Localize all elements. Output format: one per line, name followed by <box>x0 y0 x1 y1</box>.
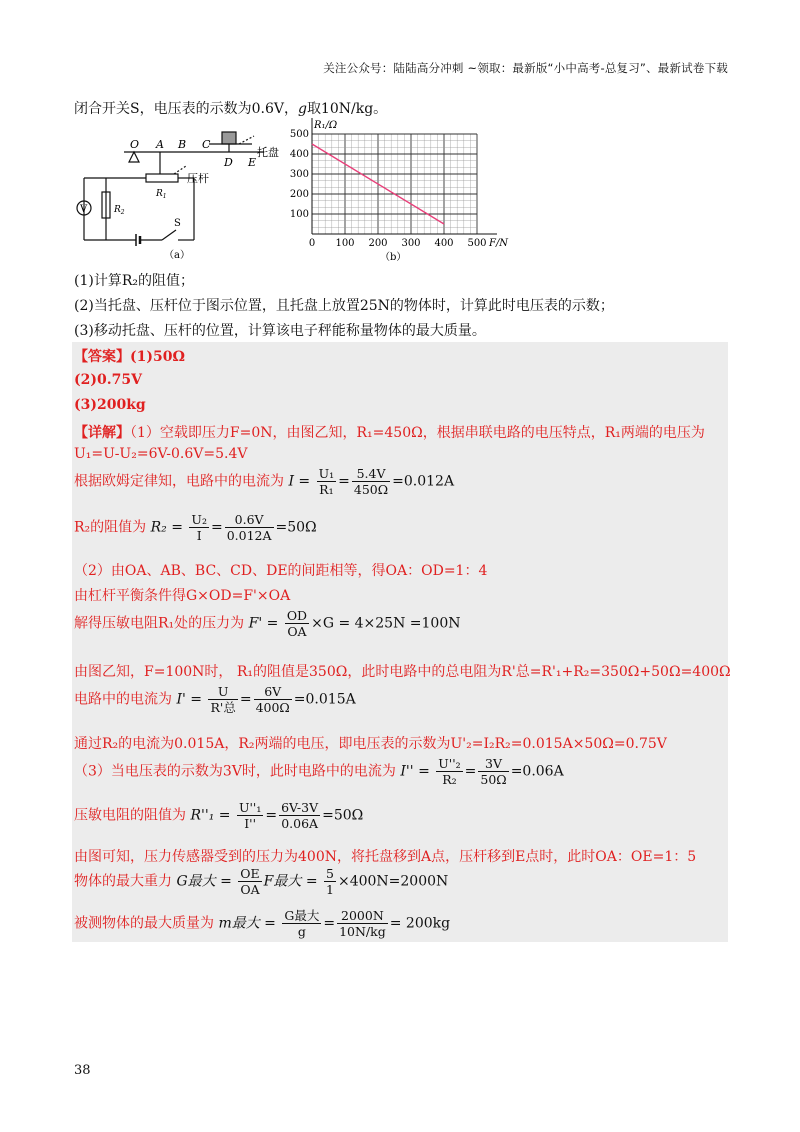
detail-l2: U₁=U-U₂=6V-0.6V=5.4V <box>74 446 248 462</box>
y-tick-label: 400 <box>289 149 309 160</box>
question-1: (1)计算R₂的阻值； <box>74 273 194 289</box>
eq-lhs: I = <box>288 473 315 490</box>
detail-l3-pre: 根据欧姆定律知，电路中的电流为 <box>74 473 284 490</box>
detail-l7-pre: 解得压敏电阻R₁处的压力为 <box>74 615 245 632</box>
switch-label: S <box>174 218 181 229</box>
detail-l7 <box>74 608 461 639</box>
eq-den1: OA <box>287 624 307 639</box>
answer-1: (1)50Ω <box>130 349 185 365</box>
eq-den2: 400Ω <box>255 700 290 715</box>
point-a: A <box>156 138 164 151</box>
chart-caption: （b） <box>380 252 407 263</box>
eq-lhs: G最大 = <box>176 873 237 890</box>
eq-result: ×G = 4×25N =100N <box>311 615 461 632</box>
weight-block <box>222 132 236 144</box>
figure-a-caption: （a） <box>164 250 190 261</box>
eq-lhs: R''₁ = <box>190 807 235 824</box>
eq-lhs: F' = <box>248 615 283 632</box>
equation-max-mass: m最大 = $\frac{\text{G最大}}{g}$ = $\frac{2000N}{10N/kg}$ = 200kg <box>218 908 451 939</box>
detail-l11 <box>74 756 564 787</box>
detail-l11-pre: （3）当电压表的示数为3V时，此时电路中的电流为 <box>74 763 396 780</box>
detail-l6: 由杠杆平衡条件得G×OD=F'×OA <box>74 588 291 604</box>
answer-2: (2)0.75V <box>74 372 142 388</box>
equation-current-3: I'' = $\frac{\text{U''₂}}{\text{R₂}}$ = $\frac{3V}{50\Omega}$ =0.06A <box>400 756 564 787</box>
eq-num2: 2000N <box>337 908 388 924</box>
eq-result: ×400N=2000N <box>337 873 449 890</box>
eq-mid: F最大 = <box>263 873 323 890</box>
eq-num1: U₂ <box>191 512 207 527</box>
detail-l9 <box>74 684 356 715</box>
eq-num2: 5.4V <box>352 466 390 482</box>
detail-l15 <box>74 908 450 939</box>
eq-den2: 0.06A <box>281 816 319 831</box>
detail-l8: 由图乙知，F=100N时， R₁的阻值是350Ω，此时电路中的总电阻为R'总=R'₁+R₂=350Ω+50Ω=400Ω <box>74 664 731 680</box>
question-3: (3)移动托盘、压杆的位置，计算该电子秤能称量物体的最大质量。 <box>74 323 486 339</box>
intro-text-b: 取10N/kg。 <box>306 101 388 117</box>
detail-l1: （1）空载即压力F=0N，由图乙知，R₁=450Ω，根据串联电路的电压特点，R₁两端的电压为 <box>130 425 705 441</box>
detail-l5: （2）由OA、AB、BC、CD、DE的间距相等，得OA：OD=1：4 <box>74 563 488 579</box>
eq-result: =50Ω <box>322 807 364 824</box>
x-tick-label: 400 <box>434 238 454 249</box>
y-tick-label: 100 <box>289 209 309 220</box>
detail-l15-pre: 被测物体的最大质量为 <box>74 915 214 932</box>
detail-l12 <box>74 800 363 831</box>
answer-title: 【答案】 <box>74 349 130 365</box>
eq-num1: G最大 <box>284 908 320 923</box>
eq-num1: OD <box>286 608 308 623</box>
eq-den1: I'' <box>244 816 257 831</box>
eq-den1: R₂ <box>442 772 457 787</box>
eq-den2: 50Ω <box>480 772 507 787</box>
eq-lhs: I'' = <box>400 763 435 780</box>
x-tick-label: 0 <box>308 238 316 249</box>
eq-den2: 0.012A <box>226 528 272 543</box>
eq-num1: U <box>208 684 237 700</box>
chart-xlabel: F/N <box>489 238 509 249</box>
eq-num2: 3V <box>478 756 508 772</box>
eq-result: =0.012A <box>392 473 455 490</box>
answer-line-1 <box>74 346 185 366</box>
tray-label: 托盘 <box>257 146 279 159</box>
eq-den1: R₁ <box>319 482 334 497</box>
equation-current: I = $\frac{\text{U₁}}{\text{R₁}}$ = $\frac{5.4V}{450\Omega}$ =0.012A <box>288 466 455 497</box>
intro-g: g <box>297 101 307 117</box>
circuit-figure <box>74 122 294 262</box>
eq-lhs: I' = <box>176 691 207 708</box>
r1-label: $R_1$ <box>156 189 167 200</box>
chart-ylabel: R₁/Ω <box>314 120 338 131</box>
answer-3: (3)200kg <box>74 397 146 413</box>
eq-result: =0.06A <box>510 763 564 780</box>
eq-lhs: R₂ = <box>150 519 188 536</box>
equation-max-weight <box>176 866 448 897</box>
equation-current-2: I' = $\frac{U}{\text{R'总}}$ = $\frac{6V}{400\Omega}$ =0.015A <box>176 684 356 715</box>
x-tick-label: 100 <box>335 238 355 249</box>
point-c: C <box>202 138 211 151</box>
x-tick-label: 200 <box>368 238 388 249</box>
point-e: E <box>248 156 257 169</box>
lever-label: 压杆 <box>187 172 209 185</box>
y-tick-label: 200 <box>289 189 309 200</box>
intro-text-a: 闭合开关S，电压表的示数为0.6V， <box>74 101 298 117</box>
eq-den2: 1 <box>326 882 334 897</box>
point-o: O <box>130 138 140 151</box>
r2-label: $R_2$ <box>114 205 125 216</box>
eq-result: =0.015A <box>293 691 356 708</box>
chart-grid <box>312 134 477 234</box>
r1-resistor <box>146 174 178 182</box>
point-b: B <box>178 138 187 151</box>
equation-force <box>249 608 461 639</box>
eq-num1: U₁ <box>318 466 335 481</box>
eq-result: = 200kg <box>389 915 451 932</box>
eq-den1: R'总 <box>210 700 236 715</box>
eq-den2: 10N/kg <box>339 924 386 939</box>
page-header: 关注公众号：陆陆高分冲刺 ~领取：最新版“小中高考-总复习”、最新试卷下载 <box>323 61 728 75</box>
pivot-o <box>129 152 139 162</box>
x-tick-label: 300 <box>401 238 421 249</box>
equation-resistance: R''₁ = $\frac{\text{U''₁}}{I''}$ = $\frac{6V-3V}{0.06A}$ =50Ω <box>190 800 364 831</box>
intro-line <box>74 98 387 118</box>
eq-den1: I <box>196 528 202 543</box>
detail-l4 <box>74 512 317 543</box>
y-tick-label: 500 <box>289 129 309 140</box>
question-2: (2)当托盘、压杆位于图示位置，且托盘上放置25N的物体时，计算此时电压表的示数； <box>74 298 614 314</box>
eq-num2: 6V <box>254 684 292 700</box>
detail-title: 【详解】 <box>74 425 130 441</box>
detail-l9-pre: 电路中的电流为 <box>74 691 172 708</box>
detail-l10: 通过R₂的电流为0.015A，R₂两端的电压，即电压表的示数为U'₂=I₂R₂=0.015A×50Ω=0.75V <box>74 736 667 752</box>
detail-l4-pre: R₂的阻值为 <box>74 519 147 536</box>
eq-lhs: m最大 = <box>218 915 281 932</box>
detail-line-1 <box>74 422 705 442</box>
eq-num2: 0.6V <box>225 512 274 528</box>
eq-num2: 5 <box>326 866 334 881</box>
detail-l14 <box>74 866 448 897</box>
detail-l3 <box>74 466 454 497</box>
voltmeter-label: V <box>80 204 88 215</box>
detail-l13: 由图可知，压力传感器受到的压力为400N，将托盘移到A点，压杆移到E点时，此时OA：OE=1：5 <box>74 849 697 865</box>
eq-den1: OA <box>240 882 260 897</box>
eq-num1: U''₁ <box>238 800 262 815</box>
x-tick-label: 500 <box>467 238 487 249</box>
resistance-force-chart <box>289 116 540 263</box>
equation-r2: R₂ = $\frac{\text{U₂}}{I}$ = $\frac{0.6V}{0.012A}$ =50Ω <box>150 512 317 543</box>
eq-num2: 6V-3V <box>281 800 319 815</box>
eq-den1: g <box>297 924 306 939</box>
point-d: D <box>224 156 233 169</box>
y-tick-label: 300 <box>289 169 309 180</box>
detail-l12-pre: 压敏电阻的阻值为 <box>74 807 186 824</box>
eq-den2: 450Ω <box>353 482 389 497</box>
eq-num1: OE <box>240 866 260 881</box>
detail-l14-pre: 物体的最大重力 <box>74 873 172 890</box>
eq-num1: U''₂ <box>438 756 461 771</box>
switch <box>162 230 176 240</box>
page-number: 38 <box>74 1063 91 1078</box>
eq-result: =50Ω <box>275 519 317 536</box>
